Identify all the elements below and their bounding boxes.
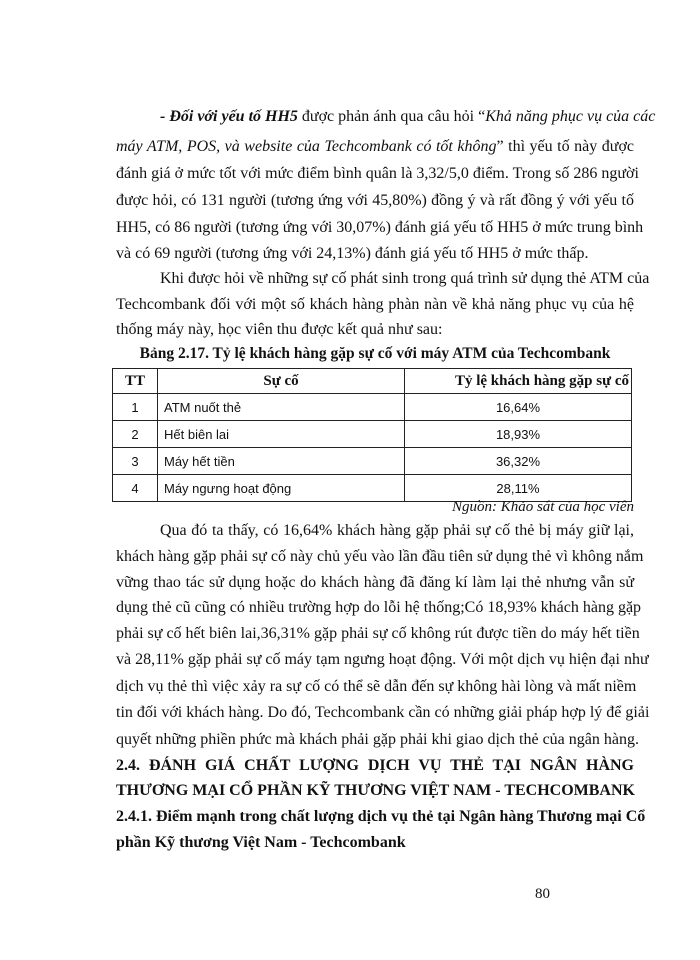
paragraph-3-line-8: tin đối với khách hàng. Do đó, Techcombank cần có những giải pháp hợp lý để giải: [116, 704, 650, 721]
cell-tt: 1: [113, 394, 158, 421]
paragraph-2-line-3: thống máy này, học viên thu được kết quả như sau:: [116, 321, 443, 338]
cell-rate: 28,11%: [405, 475, 632, 502]
cell-tt: 3: [113, 448, 158, 475]
paragraph-3-line-4: dụng thẻ cũ cũng có nhiều trường hợp do lỗi hệ thống;Có 18,93% khách hàng gặp: [116, 599, 642, 616]
header-rate: Tỷ lệ khách hàng gặp sự cố: [405, 369, 632, 394]
header-incident: Sự cố: [158, 369, 405, 394]
section-heading-2-4-line-2: THƯƠNG MẠI CỔ PHẦN KỸ THƯƠNG VIỆT NAM - TECHCOMBANK: [116, 782, 635, 799]
cell-tt: 2: [113, 421, 158, 448]
paragraph-1-line-3: đánh giá ở mức tốt với mức điểm bình quân là 3,32/5,0 điểm. Trong số 286 người: [116, 165, 639, 182]
paragraph-3-line-6: và 28,11% gặp phải sự cố máy tạm ngưng hoạt động. Với một dịch vụ hiện đại như: [116, 651, 649, 668]
atm-incident-table: [112, 368, 632, 502]
question-text: Khả năng phục vụ của các: [485, 108, 656, 125]
cell-rate: 18,93%: [405, 421, 632, 448]
paragraph-3-line-5: phải sự cố hết biên lai,36,31% gặp phải sự cố không rút được tiền do máy hết tiền: [116, 625, 640, 642]
hh5-lead: - Đối với yếu tố HH5: [160, 108, 298, 125]
paragraph-3-line-7: dịch vụ thẻ thì việc xảy ra sự cố có thể sẽ dẫn đến sự không hài lòng và mất niềm: [116, 678, 637, 695]
header-tt: TT: [113, 369, 158, 394]
cell-incident: Máy hết tiền: [158, 448, 405, 475]
paragraph-3-line-2: khách hàng gặp phải sự cố này chủ yếu vào lần đầu tiên sử dụng thẻ vì không nắm: [116, 548, 644, 565]
cell-incident: Máy ngưng hoạt động: [158, 475, 405, 502]
paragraph-1-line-4: được hỏi, có 131 người (tương ứng với 45,80%) đồng ý và rất đồng ý với yếu tố: [116, 192, 634, 209]
paragraph-1-line-2: máy ATM, POS, và website của Techcombank có tốt không” thì yếu tố này được: [116, 138, 635, 155]
cell-rate: 16,64%: [405, 394, 632, 421]
paragraph-2-line-1: Khi được hỏi về những sự cố phát sinh trong quá trình sử dụng thẻ ATM của: [160, 270, 650, 287]
table-header-row: [113, 369, 632, 394]
cell-incident: Hết biên lai: [158, 421, 405, 448]
paragraph-3-line-9: quyết những phiền phức mà khách phải gặp phải khi giao dịch thẻ của ngân hàng.: [116, 731, 639, 748]
subsection-heading-2-4-1-line-2: phần Kỹ thương Việt Nam - Techcombank: [116, 834, 406, 851]
paragraph-1-line-5: HH5, có 86 người (tương ứng với 30,07%) đánh giá yếu tố HH5 ở mức trung bình: [116, 219, 644, 236]
table-caption: Bảng 2.17. Tỷ lệ khách hàng gặp sự cố với máy ATM của Techcombank: [139, 345, 611, 362]
paragraph-3-line-3: vững thao tác sử dụng hoặc do khách hàng đã đăng kí làm lại thẻ nhưng vẫn sử: [116, 574, 634, 591]
table-row: [113, 421, 632, 448]
subsection-heading-2-4-1-line-1: 2.4.1. Điểm mạnh trong chất lượng dịch vụ thẻ tại Ngân hàng Thương mại Cổ: [116, 808, 646, 825]
paragraph-1-line-1: - Đối với yếu tố HH5 được phản ánh qua câu hỏi “Khả năng phục vụ của các: [160, 108, 656, 125]
cell-tt: 4: [113, 475, 158, 502]
cell-rate: 36,32%: [405, 448, 632, 475]
page-number: 80: [535, 886, 550, 902]
table-row: [113, 448, 632, 475]
paragraph-2-line-2: Techcombank đối với một số khách hàng phàn nàn về khả năng phục vụ của hệ: [116, 296, 634, 313]
paragraph-1-line-6: và có 69 người (tương ứng với 24,13%) đánh giá yếu tố HH5 ở mức thấp.: [116, 245, 589, 262]
cell-incident: ATM nuốt thẻ: [158, 394, 405, 421]
section-heading-2-4-line-1: 2.4. ĐÁNH GIÁ CHẤT LƯỢNG DỊCH VỤ THẺ TẠI NGÂN HÀNG: [116, 757, 634, 774]
question-text-cont: máy ATM, POS, và website của Techcombank có tốt không: [116, 138, 497, 155]
table-source-note: Nguồn: Khảo sát của học viên: [451, 499, 634, 515]
paragraph-3-line-1: Qua đó ta thấy, có 16,64% khách hàng gặp phải sự cố thẻ bị máy giữ lại,: [160, 522, 634, 539]
table-row: [113, 394, 632, 421]
